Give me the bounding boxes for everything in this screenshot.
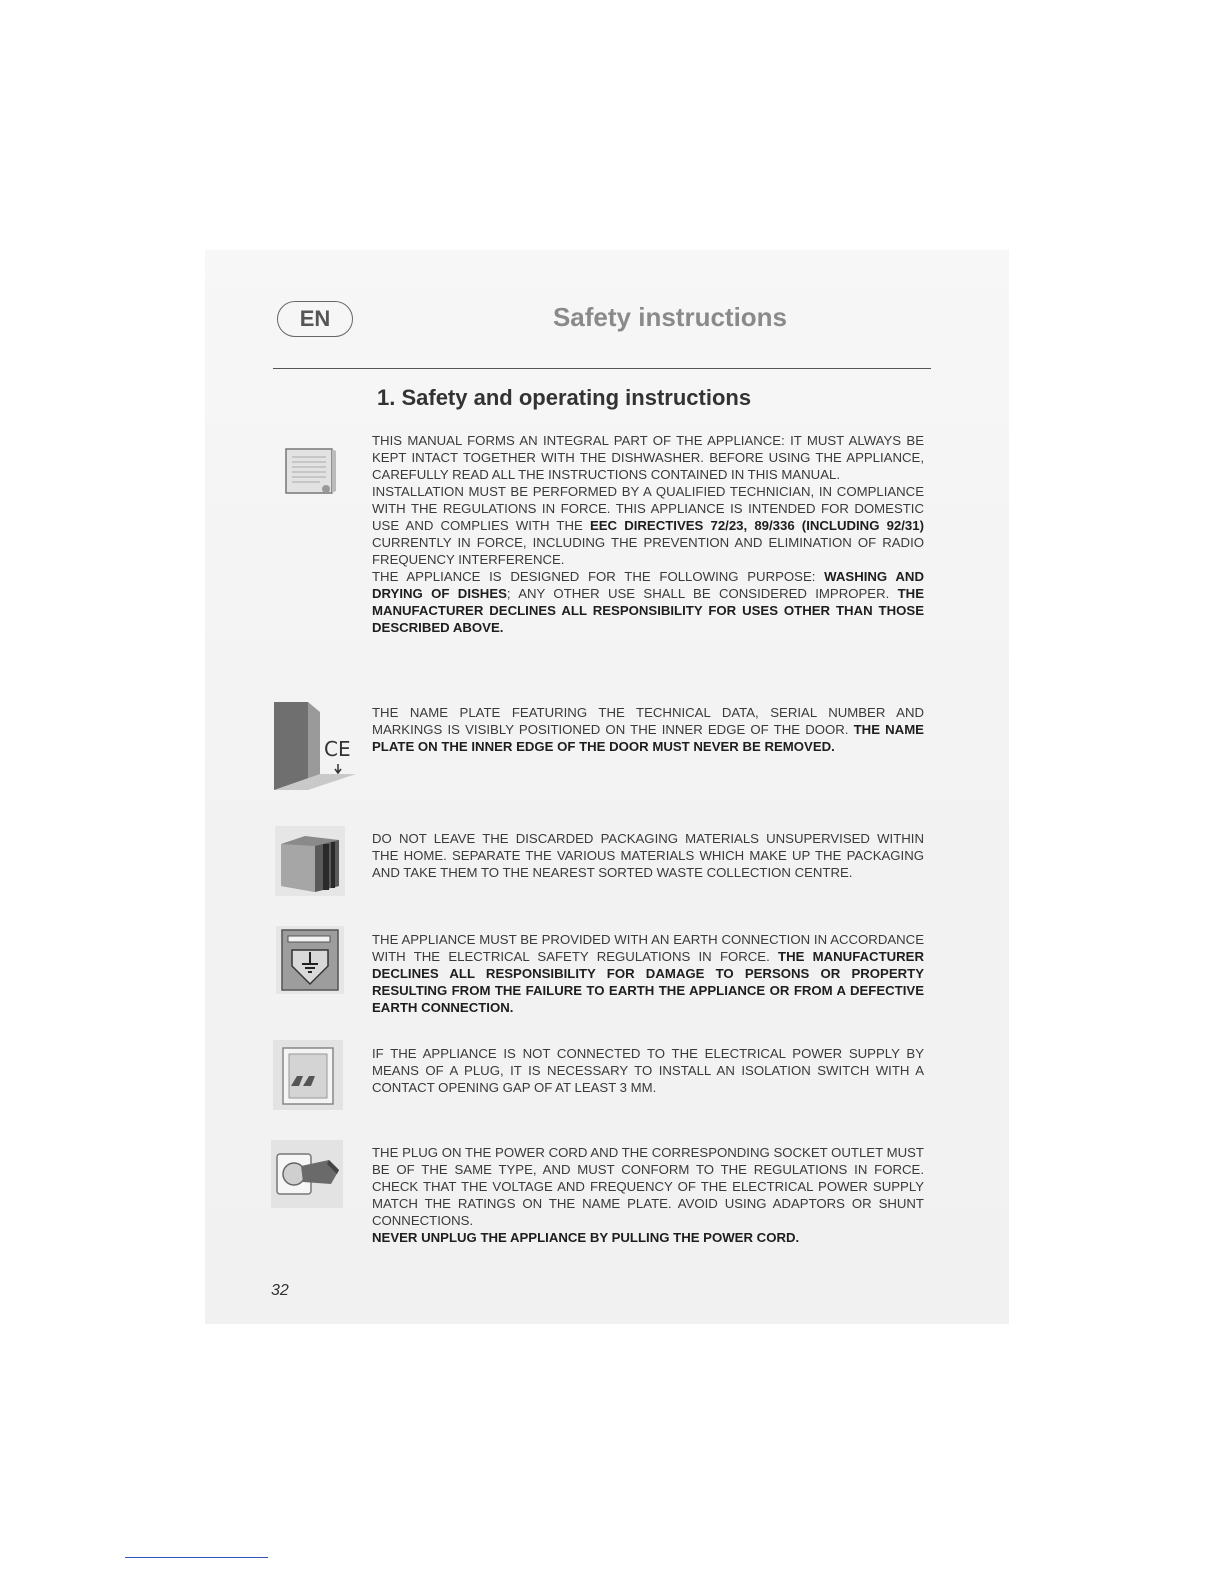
name-plate-door-icon xyxy=(272,698,358,796)
manual-document-icon xyxy=(284,447,338,497)
text-improper: ; ANY OTHER USE SHALL BE CONSIDERED IMPROPER. xyxy=(506,586,898,601)
packaging-box-icon xyxy=(275,826,345,896)
text-purpose: THE APPLIANCE IS DESIGNED FOR THE FOLLOWING PURPOSE: xyxy=(372,569,825,584)
page-number: 32 xyxy=(271,1282,289,1299)
text-name-plate-never-removed: THE NAME PLATE ON THE INNER EDGE OF THE DOOR MUST NEVER BE REMOVED. xyxy=(372,722,924,754)
paragraph-plug xyxy=(372,1144,924,1246)
header-divider xyxy=(273,368,931,369)
paragraph-earth xyxy=(372,931,924,1016)
text-earth-responsibility: THE MANUFACTURER DECLINES ALL RESPONSIBILITY FOR DAMAGE TO PERSONS OR PROPERTY RESULTING FROM THE FAILURE TO EARTH THE APPLIANCE OR FROM A DEFECTIVE EARTH CONNECTION. xyxy=(372,949,924,1015)
text-packaging: DO NOT LEAVE THE DISCARDED PACKAGING MATERIALS UNSUPERVISED WITHIN THE HOME. SEPARATE THE VARIOUS MATERIALS WHICH MAKE UP THE PACKAGING AND TAKE THEM TO THE NEAREST SORTED WASTE COLLECTION CENTRE. xyxy=(372,831,924,880)
text-never-unplug: NEVER UNPLUG THE APPLIANCE BY PULLING THE POWER CORD. xyxy=(372,1230,800,1245)
text-washing-drying: WASHING AND DRYING OF DISHES xyxy=(372,569,924,601)
isolation-switch-icon xyxy=(273,1040,343,1110)
paragraph-name-plate xyxy=(372,704,924,755)
text-manual-integral: THIS MANUAL FORMS AN INTEGRAL PART OF THE APPLIANCE: IT MUST ALWAYS BE KEPT INTACT TOGETHER WITH THE DISHWASHER. BEFORE USING THE APPLIANCE, CAREFULLY READ ALL THE INSTRUCTIONS CONTAINED IN THIS MANUAL. xyxy=(372,433,924,482)
text-earth-connection: THE APPLIANCE MUST BE PROVIDED WITH AN EARTH CONNECTION IN ACCORDANCE WITH THE ELECTRICAL SAFETY REGULATIONS IN FORCE. xyxy=(372,932,924,964)
text-name-plate: THE NAME PLATE FEATURING THE TECHNICAL DATA, SERIAL NUMBER AND MARKINGS IS VISIBLY POSITIONED ON THE INNER EDGE OF THE DOOR. xyxy=(372,705,924,737)
text-installation: INSTALLATION MUST BE PERFORMED BY A QUALIFIED TECHNICIAN, IN COMPLIANCE WITH THE REGULATIONS IN FORCE. THIS APPLIANCE IS INTENDED FOR DOMESTIC USE AND COMPLIES WITH THE xyxy=(372,484,924,533)
text-isolation-switch: IF THE APPLIANCE IS NOT CONNECTED TO THE ELECTRICAL POWER SUPPLY BY MEANS OF A PLUG, IT IS NECESSARY TO INSTALL AN ISOLATION SWITCH WITH A CONTACT OPENING GAP OF AT LEAST 3 MM. xyxy=(372,1046,924,1095)
plug-socket-icon xyxy=(271,1140,343,1208)
text-interference: CURRENTLY IN FORCE, INCLUDING THE PREVENTION AND ELIMINATION OF RADIO FREQUENCY INTERFERENCE. xyxy=(372,535,924,567)
section-title: 1. Safety and operating instructions xyxy=(377,385,752,410)
page-header-title: Safety instructions xyxy=(552,302,788,332)
ce-mark: CE xyxy=(324,737,351,761)
footnote-divider xyxy=(125,1557,268,1558)
paragraph-isolation xyxy=(372,1045,924,1096)
language-code: EN xyxy=(299,306,331,331)
text-manufacturer-declines-uses: THE MANUFACTURER DECLINES ALL RESPONSIBILITY FOR USES OTHER THAN THOSE DESCRIBED ABOVE. xyxy=(372,586,924,635)
earth-connection-icon xyxy=(276,926,344,994)
text-eec-directives: EEC DIRECTIVES 72/23, 89/336 (INCLUDING 92/31) xyxy=(589,518,924,533)
language-badge xyxy=(277,301,353,337)
text-plug-socket: THE PLUG ON THE POWER CORD AND THE CORRESPONDING SOCKET OUTLET MUST BE OF THE SAME TYPE, AND MUST CONFORM TO THE REGULATIONS IN FORCE. CHECK THAT THE VOLTAGE AND FREQUENCY OF THE ELECTRICAL POWER SUPPLY MATCH THE RATINGS ON THE NAME PLATE. AVOID USING ADAPTORS OR SHUNT CONNECTIONS. xyxy=(372,1145,924,1228)
paragraph-manual xyxy=(372,432,924,636)
paragraph-packaging xyxy=(372,830,924,881)
